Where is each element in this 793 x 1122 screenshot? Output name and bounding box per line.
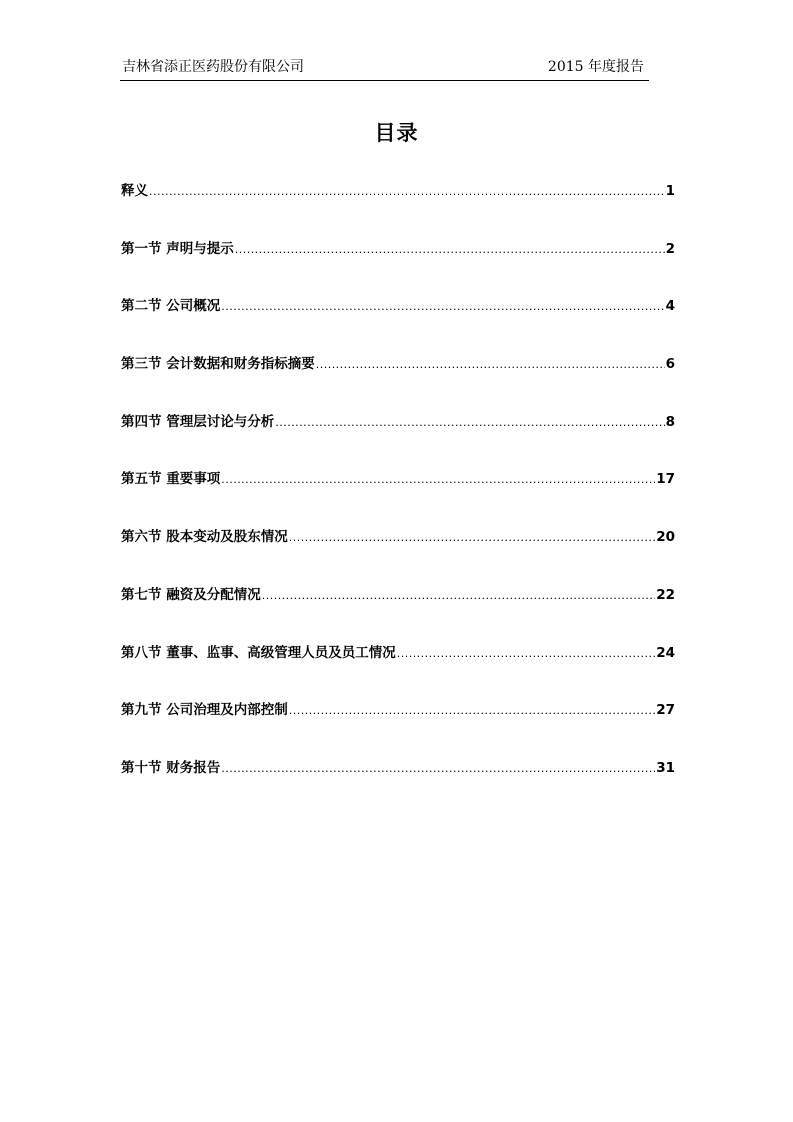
toc-entry-section-1[interactable] <box>121 238 675 296</box>
toc-entry-section-3[interactable] <box>121 353 675 411</box>
toc-entry-label: 第十节 财务报告 <box>121 759 221 776</box>
toc-entry-label: 第七节 融资及分配情况 <box>121 586 261 603</box>
toc-entry-page: 27 <box>656 702 675 719</box>
toc-entry-label: 第六节 股本变动及股东情况 <box>121 529 288 546</box>
page-header <box>120 56 649 81</box>
toc-dot-leader <box>221 296 664 318</box>
toc-entry-section-10[interactable] <box>121 757 675 815</box>
toc-dot-leader <box>221 758 655 780</box>
toc-entry-label: 第三节 会计数据和财务指标摘要 <box>121 356 315 373</box>
toc-entry-label: 第二节 公司概况 <box>121 298 221 315</box>
toc-dot-leader <box>149 181 665 203</box>
toc-dot-leader <box>262 585 656 607</box>
toc-dot-leader <box>275 412 664 434</box>
toc-entry-page: 8 <box>665 413 675 430</box>
toc-entry-section-6[interactable] <box>121 526 675 584</box>
toc-entry-label: 第一节 声明与提示 <box>121 240 234 257</box>
toc-entry-page: 31 <box>656 759 675 776</box>
header-report-title: 2015 年度报告 <box>547 59 644 75</box>
toc-entry-label: 第八节 董事、监事、高级管理人员及员工情况 <box>121 644 396 661</box>
toc-entry-section-9[interactable] <box>121 699 675 757</box>
toc-entry-label: 第九节 公司治理及内部控制 <box>121 702 288 719</box>
toc-dot-leader <box>316 354 665 376</box>
toc-entry-label: 第五节 重要事项 <box>121 471 221 488</box>
toc-entry-section-4[interactable] <box>121 411 675 469</box>
toc-entry-page: 6 <box>665 356 675 373</box>
table-of-contents <box>121 180 675 815</box>
toc-entry-page: 20 <box>656 529 675 546</box>
toc-entry-label: 释义 <box>121 183 148 199</box>
toc-entry-section-7[interactable] <box>121 584 675 642</box>
toc-dot-leader <box>221 469 655 491</box>
toc-dot-leader <box>289 527 656 549</box>
toc-entry-page: 22 <box>656 586 675 603</box>
header-company-name: 吉林省添正医药股份有限公司 <box>122 59 304 75</box>
toc-entry-page: 24 <box>656 644 675 661</box>
toc-dot-leader <box>289 700 656 722</box>
toc-entry-label: 第四节 管理层讨论与分析 <box>121 413 275 430</box>
toc-entry-section-8[interactable] <box>121 642 675 700</box>
toc-entry-page: 17 <box>656 471 675 488</box>
toc-entry-page: 2 <box>665 240 675 257</box>
toc-title: 目录 <box>374 121 419 145</box>
toc-dot-leader <box>235 239 665 261</box>
toc-dot-leader <box>397 643 656 665</box>
toc-entry-glossary[interactable] <box>121 180 675 238</box>
toc-entry-section-5[interactable] <box>121 468 675 526</box>
toc-entry-section-2[interactable] <box>121 295 675 353</box>
toc-entry-page: 1 <box>665 183 675 199</box>
toc-entry-page: 4 <box>665 298 675 315</box>
